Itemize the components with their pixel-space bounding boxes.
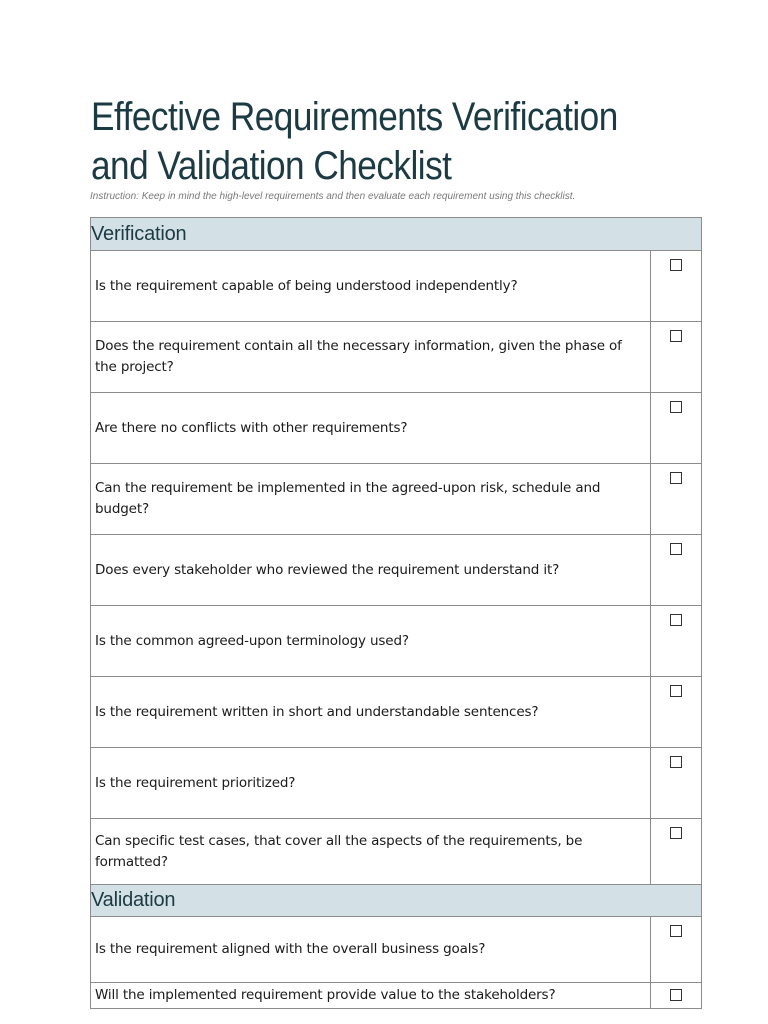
checkbox-cell (651, 251, 702, 322)
checkbox[interactable] (670, 543, 682, 555)
checklist-question: Is the requirement written in short and understandable sentences? (91, 677, 651, 748)
checklist-table (90, 217, 702, 1009)
checkbox-cell (651, 983, 702, 1009)
checkbox[interactable] (670, 756, 682, 768)
checklist-question: Is the requirement capable of being understood independently? (91, 251, 651, 322)
instruction-text: Instruction: Keep in mind the high-level requirements and then evaluate each requirement using this checklist. (90, 191, 576, 202)
checkbox[interactable] (670, 259, 682, 271)
checkbox-cell (651, 917, 702, 983)
checklist-question: Is the requirement aligned with the overall business goals? (91, 917, 651, 983)
checklist-row (91, 464, 702, 535)
checkbox-cell (651, 748, 702, 819)
checkbox[interactable] (670, 401, 682, 413)
checkbox[interactable] (670, 989, 682, 1001)
checkbox[interactable] (670, 472, 682, 484)
checkbox-cell (651, 819, 702, 885)
verification-heading: Verification (91, 218, 702, 251)
checkbox[interactable] (670, 685, 682, 697)
checklist-row (91, 393, 702, 464)
checkbox[interactable] (670, 330, 682, 342)
checklist-row (91, 606, 702, 677)
checklist-row (91, 917, 702, 983)
checkbox-cell (651, 393, 702, 464)
checklist-question: Is the requirement prioritized? (91, 748, 651, 819)
checklist-row (91, 819, 702, 885)
checkbox[interactable] (670, 925, 682, 937)
checkbox-cell (651, 464, 702, 535)
checkbox-cell (651, 535, 702, 606)
checklist-row (91, 322, 702, 393)
checkbox-cell (651, 322, 702, 393)
page-title-line-1: Effective Requirements Verification (91, 95, 618, 139)
verification-section-header (91, 218, 702, 251)
checklist-row (91, 251, 702, 322)
checklist-question: Can the requirement be implemented in the agreed-upon risk, schedule and budget? (91, 464, 651, 535)
checklist-question: Are there no conflicts with other requirements? (91, 393, 651, 464)
checkbox-cell (651, 677, 702, 748)
validation-heading: Validation (91, 885, 702, 917)
checkbox[interactable] (670, 827, 682, 839)
checklist-question: Will the implemented requirement provide value to the stakeholders? (91, 983, 651, 1009)
checklist-row (91, 677, 702, 748)
page-title (91, 93, 619, 191)
checklist-question: Can specific test cases, that cover all the aspects of the requirements, be formatted? (91, 819, 651, 885)
checkbox-cell (651, 606, 702, 677)
page-title-line-2: and Validation Checklist (91, 144, 452, 188)
checklist-row (91, 983, 702, 1009)
checklist-row (91, 535, 702, 606)
checkbox[interactable] (670, 614, 682, 626)
validation-section-header (91, 885, 702, 917)
checklist-question: Does every stakeholder who reviewed the requirement understand it? (91, 535, 651, 606)
checklist-row (91, 748, 702, 819)
checklist-question: Is the common agreed-upon terminology used? (91, 606, 651, 677)
checklist-question: Does the requirement contain all the necessary information, given the phase of the project? (91, 322, 651, 393)
